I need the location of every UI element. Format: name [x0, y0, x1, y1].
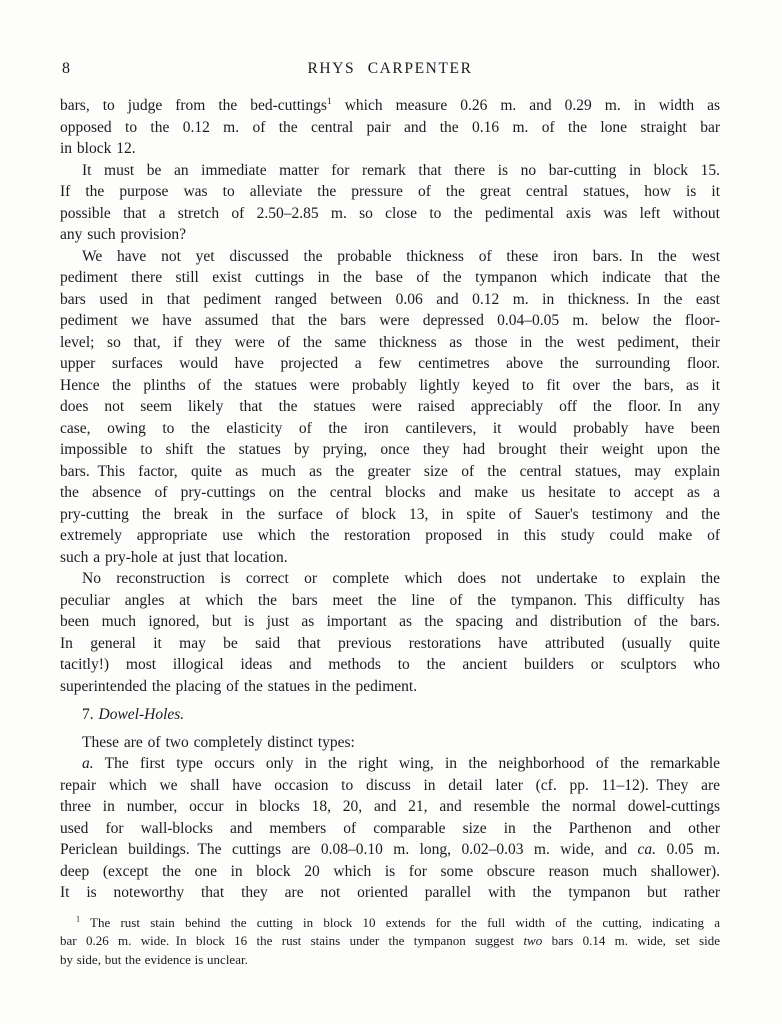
text-line: $^1$ The rust stain behind the cutting in block 10 extends for the full width of the cutting, indicating a [76, 914, 720, 930]
section-heading [60, 704, 720, 726]
text-line: These are of two completely distinct types: [82, 733, 355, 751]
text-line: In general it may be said that previous restorations have attributed (usually quite [60, 634, 720, 652]
text-line: such a pry-hole at just that location. [60, 548, 288, 566]
text-line: by side, but the evidence is unclear. [60, 951, 248, 967]
page-content [60, 60, 720, 969]
text-line: upper surfaces would have projected a few centimetres above the surrounding floor. [60, 355, 720, 372]
running-head: RHYS CARPENTER [307, 60, 473, 77]
text-line: in block 12. [60, 140, 136, 157]
text-line: Periclean buildings. The cuttings are 0.08–0.10 m. long, 0.02–0.03 m. wide, and ca. 0.05 m. [60, 841, 720, 858]
text-line: impossible to shift the statues by prying, once they had brought their weight upon the [60, 441, 720, 458]
text-line: repair which we shall have occasion to discuss in detail later (cf. pp. 11–12). They are [60, 776, 720, 794]
paragraph [60, 732, 720, 754]
text-line: tacitly!) most illogical ideas and methods to the ancient builders or sculptors who [60, 656, 720, 673]
text-line: deep (except the one in block 20 which is for some obscure reason much shallower). [60, 862, 720, 880]
text-line: superintended the placing of the statues in the pediment. [60, 677, 418, 695]
text-line: been much ignored, but is just as important as the spacing and distribution of the bars. [60, 613, 720, 630]
text-line: opposed to the 0.12 m. of the central pair and the 0.16 m. of the lone straight bar [60, 118, 720, 136]
footnote [60, 914, 720, 970]
text-line: used for wall-blocks and members of comparable size in the Parthenon and other [60, 819, 720, 837]
text-line: bar 0.26 m. wide. In block 16 the rust stains under the tympanon suggest two bars 0.14 m. wide, set side [60, 933, 720, 948]
paragraph [60, 160, 720, 246]
page-number: 8 [62, 60, 70, 77]
text-line: It must be an immediate matter for remark that there is no bar-cutting in block 15. [82, 161, 720, 179]
page-header [60, 60, 720, 80]
text-line: pediment we have assumed that the bars were depressed 0.04–0.05 m. below the floor- [60, 312, 720, 329]
text-line: It is noteworthy that they are not oriented parallel with the tympanon but rather [60, 884, 720, 901]
text-line: No reconstruction is correct or complete which does not undertake to explain the [82, 570, 720, 587]
text-line: peculiar angles at which the bars meet the line of the tympanon. This difficulty has [60, 591, 720, 609]
text-line: bars, to judge from the bed-cuttings$^1$ which measure 0.26 m. and 0.29 m. in width as [60, 95, 720, 114]
paragraph [60, 95, 720, 160]
text-line: pediment there still exist cuttings in the base of the tympanon which indicate that the [60, 269, 720, 286]
text-line: possible that a stretch of 2.50–2.85 m. so close to the pedimental axis was left without [60, 204, 720, 222]
text-line: bars. This factor, quite as much as the greater size of the central statues, may explain [60, 462, 720, 480]
paragraph [60, 568, 720, 697]
text-line: We have not yet discussed the probable thickness of these iron bars. In the west [82, 247, 720, 265]
text-line: extremely appropriate use which the restoration proposed in this study could make of [60, 527, 720, 544]
paragraph [60, 753, 720, 904]
text-line: pry-cutting the break in the surface of block 13, in spite of Sauer's testimony and the [60, 505, 720, 523]
text-line: the absence of pry-cuttings on the central blocks and make us hesitate to accept as a [60, 484, 720, 501]
text-line: level; so that, if they were of the same thickness as those in the west pediment, their [60, 333, 720, 351]
text-line: any such provision? [60, 226, 186, 243]
text-line: If the purpose was to alleviate the pressure of the great central statues, how is it [60, 183, 720, 200]
text-line: a. The first type occurs only in the right wing, in the neighborhood of the remarkable [82, 755, 720, 772]
page-body-text [60, 95, 720, 969]
text-line: three in number, occur in blocks 18, 20, and 21, and resemble the normal dowel-cuttings [60, 798, 720, 815]
text-line: bars used in that pediment ranged between 0.06 and 0.12 m. in thickness. In the east [60, 290, 720, 308]
text-line: Hence the plinths of the statues were probably lightly keyed to fit over the bars, as it [60, 376, 720, 394]
text-line: 7. Dowel-Holes. [82, 706, 185, 723]
text-line: does not seem likely that the statues were raised appreciably off the floor. In any [60, 398, 720, 415]
paragraph [60, 246, 720, 569]
text-line: case, owing to the elasticity of the iron cantilevers, it would probably have been [60, 419, 720, 437]
